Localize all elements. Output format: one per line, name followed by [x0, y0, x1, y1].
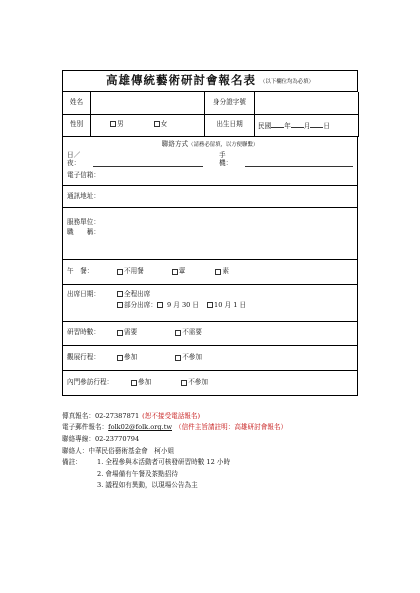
- day-night-phone-row: [67, 150, 353, 167]
- form-title-note: （以下欄位均為必填）: [260, 79, 314, 86]
- date-oct1-label: 10 月 1 日: [214, 300, 247, 309]
- hours-needed-checkbox[interactable]: [117, 330, 123, 336]
- partial-attendance-label: 部分出席：: [124, 300, 157, 309]
- no-meal-label: 不用餐: [124, 266, 144, 275]
- job-title-row: [67, 226, 353, 236]
- note-item-1: 1. 全程參與本活動者可核發研習時數 12 小時: [97, 458, 231, 467]
- address-label: 通訊地址：: [67, 191, 100, 200]
- study-hours-row: [62, 322, 358, 346]
- contact-heading-note: （請務必留填，以方便聯繫）: [188, 141, 259, 148]
- visit-decline-checkbox[interactable]: [181, 380, 187, 386]
- gender-options: [91, 114, 205, 136]
- job-title-label: 職 稱：: [67, 227, 100, 236]
- exhibition-tour-label: 觀展行程：: [67, 352, 100, 361]
- email-label: 電子信箱：: [67, 170, 100, 179]
- birth-month-label: 月: [303, 121, 311, 130]
- vegetarian-meal-label: 素: [222, 266, 229, 275]
- partial-attendance-checkbox[interactable]: [117, 302, 123, 308]
- email-link[interactable]: folk02@folk.org.tw: [108, 423, 172, 432]
- exhibition-tour-row: [62, 346, 358, 371]
- address-row: [67, 186, 353, 207]
- date-oct1-checkbox[interactable]: [207, 302, 213, 308]
- note-item-2: 2. 會場備有午餐及茶點招待: [97, 469, 178, 478]
- tour-decline-label: 不參加: [182, 352, 202, 361]
- phone-label: 聯絡專線：: [62, 435, 95, 444]
- attendance-label: 出席日期：: [67, 289, 100, 298]
- contact-person: 中華民俗藝術基金會 柯小姐: [88, 446, 175, 455]
- form-title: 高雄傳統藝術研討會報名表: [106, 73, 257, 88]
- birth-date-label: 出生日期: [205, 114, 255, 136]
- work-info: [67, 208, 353, 236]
- phone-number: 02-23770794: [94, 435, 140, 444]
- day-night-phone-label: 日／夜：: [67, 150, 81, 167]
- visit-decline-label: 不參加: [188, 377, 208, 386]
- email-reg-label: 電子郵件報名：: [62, 423, 109, 432]
- hours-not-needed-label: 不需要: [182, 328, 202, 337]
- full-attendance-checkbox[interactable]: [117, 291, 123, 297]
- contact-heading: [67, 141, 353, 149]
- fax-line: [62, 411, 362, 423]
- hours-needed-label: 需要: [124, 328, 138, 337]
- registration-form: [62, 70, 358, 396]
- notes-line-3: [62, 481, 362, 493]
- phone-line: [62, 434, 362, 446]
- tour-join-checkbox[interactable]: [117, 355, 123, 361]
- hours-not-needed-checkbox[interactable]: [175, 330, 181, 336]
- birth-date-field[interactable]: [255, 114, 359, 136]
- contact-person-line: [62, 446, 362, 458]
- email-row: [67, 168, 353, 179]
- neimen-visit-label: 內門參訪行程：: [67, 377, 114, 386]
- email-note: （信件主旨請註明：高雄研討會報名）: [175, 423, 288, 432]
- full-attendance-label: 全程出席: [124, 289, 151, 298]
- fax-number: 02-27387871: [94, 411, 140, 420]
- email-line: [62, 423, 362, 435]
- visit-join-label: 參加: [138, 377, 152, 386]
- female-label: 女: [160, 120, 168, 129]
- study-hours-label: 研習時數：: [67, 328, 100, 337]
- neimen-visit-row: [62, 371, 358, 396]
- work-unit-label: 服務單位：: [67, 217, 100, 226]
- registration-info: [62, 411, 362, 492]
- contact-section: [62, 137, 358, 260]
- date-sep30-checkbox[interactable]: [157, 302, 163, 308]
- tour-decline-checkbox[interactable]: [175, 355, 181, 361]
- birth-day-label: 日: [323, 121, 330, 130]
- mobile-label: 手 機：: [218, 150, 233, 167]
- attendance-row: [62, 285, 358, 322]
- tour-join-label: 參加: [124, 352, 138, 361]
- note-item-3: 3. 議程如有異動，以現場公告為主: [97, 481, 198, 490]
- fax-label: 傳真報名：: [62, 411, 95, 420]
- birth-era-label: 民國: [258, 121, 272, 130]
- form-header: [62, 70, 358, 92]
- vegetarian-meal-checkbox[interactable]: [215, 269, 221, 275]
- notes-label: 備註：: [62, 458, 82, 467]
- no-meal-checkbox[interactable]: [117, 269, 123, 275]
- male-checkbox[interactable]: [110, 121, 116, 127]
- male-label: 男: [117, 120, 124, 129]
- id-number-label: 身分證字號: [205, 92, 255, 114]
- gender-label: 性別: [63, 114, 91, 136]
- meat-meal-label: 葷: [178, 266, 186, 275]
- date-sep30-label: 9 月 30 日: [166, 300, 200, 309]
- day-night-phone-field[interactable]: [93, 159, 203, 167]
- work-unit-row: [67, 216, 353, 226]
- id-number-field[interactable]: [255, 92, 359, 114]
- notes-line-2: [62, 469, 362, 481]
- mobile-field[interactable]: [245, 159, 353, 167]
- meat-meal-checkbox[interactable]: [172, 269, 178, 275]
- visit-join-checkbox[interactable]: [131, 380, 137, 386]
- lunch-row: [62, 260, 358, 285]
- birth-year-label: 年: [284, 121, 291, 130]
- contact-heading-text: 聯絡方式: [161, 139, 189, 148]
- name-label: 姓名: [63, 92, 91, 114]
- attendance-options: [117, 291, 246, 313]
- contact-person-label: 聯絡人：: [62, 446, 89, 455]
- name-field[interactable]: [91, 92, 205, 114]
- notes-line-1: [62, 457, 362, 469]
- female-checkbox[interactable]: [154, 121, 160, 127]
- fax-note: (恕不接受電話報名): [142, 411, 201, 420]
- basic-info-table: [62, 92, 359, 137]
- lunch-label: 午 餐：: [67, 266, 94, 275]
